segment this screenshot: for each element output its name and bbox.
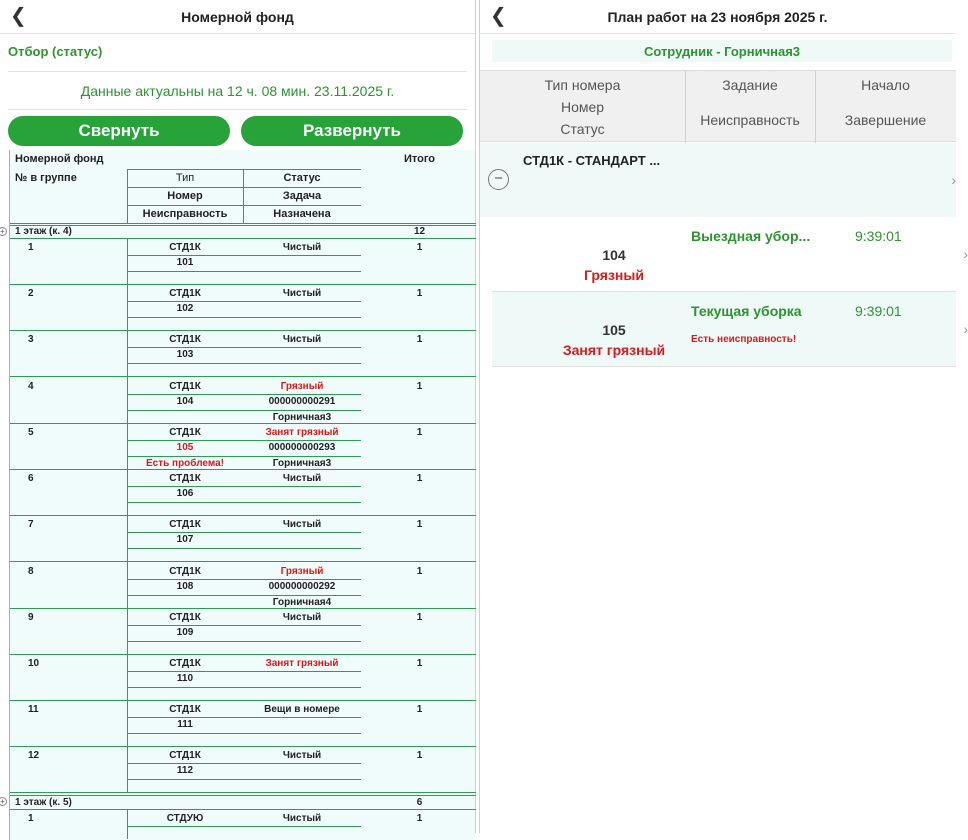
cell-line bbox=[127, 486, 361, 487]
page-title: План работ на 23 ноября 2025 г. bbox=[607, 9, 828, 25]
row-line bbox=[10, 654, 476, 655]
header-divider bbox=[243, 169, 244, 223]
cell-divider bbox=[127, 377, 128, 423]
room-stock-header bbox=[0, 0, 475, 34]
row-line bbox=[10, 561, 476, 562]
row-total: 1 bbox=[416, 813, 423, 824]
cell-divider bbox=[127, 423, 128, 469]
cell-line bbox=[127, 579, 361, 580]
row-status: Грязный bbox=[280, 381, 324, 392]
row-total: 1 bbox=[416, 288, 423, 299]
cell-divider bbox=[127, 700, 128, 746]
room-header: Номер bbox=[560, 99, 605, 115]
row-room[interactable]: 107 bbox=[176, 534, 194, 545]
room-number: 104 bbox=[602, 247, 626, 263]
row-room[interactable]: 106 bbox=[176, 488, 194, 499]
row-status: Занят грязный bbox=[265, 658, 339, 669]
start-time: 9:39:01 bbox=[855, 303, 902, 319]
group-label[interactable]: 1 этаж (к. 4) bbox=[15, 226, 72, 237]
cell-divider bbox=[127, 284, 128, 330]
row-type: СТД1К bbox=[169, 288, 201, 299]
problem-text: Есть неисправность! bbox=[691, 334, 797, 345]
row-room[interactable]: 110 bbox=[176, 673, 194, 684]
row-assigned: Горничная3 bbox=[272, 458, 332, 469]
cell-line bbox=[127, 410, 361, 411]
cell-line bbox=[127, 363, 361, 364]
group-total: 12 bbox=[413, 226, 426, 237]
cell-line bbox=[127, 595, 361, 596]
row-type: СТД1К bbox=[169, 519, 201, 530]
task-name: Текущая уборка bbox=[691, 303, 802, 319]
work-plan-panel bbox=[479, 0, 968, 833]
group-label[interactable]: 1 этаж (к. 5) bbox=[15, 797, 72, 808]
employee-banner bbox=[492, 40, 952, 62]
group-total: 6 bbox=[416, 797, 423, 808]
cell-line bbox=[127, 301, 361, 302]
row-number: 11 bbox=[28, 704, 39, 715]
work-plan-header bbox=[480, 0, 955, 34]
chevron-right-icon[interactable]: › bbox=[963, 246, 968, 262]
row-room[interactable]: 105 bbox=[176, 442, 194, 453]
room-type-group[interactable] bbox=[480, 143, 956, 217]
row-status: Чистый bbox=[282, 334, 322, 345]
cell-divider bbox=[127, 746, 128, 792]
header-bottom-line bbox=[10, 223, 476, 224]
column-header bbox=[480, 70, 956, 142]
cell-divider bbox=[127, 608, 128, 654]
row-task[interactable]: 000000000292 bbox=[268, 581, 336, 592]
room-stock-panel bbox=[0, 0, 476, 833]
cell-line bbox=[127, 733, 361, 734]
row-room[interactable]: 103 bbox=[176, 349, 194, 360]
row-type: СТД1К bbox=[169, 381, 201, 392]
row-room[interactable]: 111 bbox=[177, 719, 193, 730]
row-status: Занят грязный bbox=[265, 427, 339, 438]
row-status: Чистый bbox=[282, 750, 322, 761]
row-line bbox=[10, 608, 476, 609]
row-total: 1 bbox=[416, 334, 423, 345]
row-status: Вещи в номере bbox=[264, 704, 340, 715]
back-chevron-icon[interactable]: ❮ bbox=[10, 5, 27, 27]
type-header: Тип bbox=[175, 172, 195, 184]
cell-line bbox=[127, 641, 361, 642]
row-room[interactable]: 112 bbox=[176, 765, 194, 776]
cell-line bbox=[127, 687, 361, 688]
row-total: 1 bbox=[416, 566, 423, 577]
row-status: Чистый bbox=[282, 813, 322, 824]
row-line bbox=[10, 746, 476, 747]
group-number-header: № в группе bbox=[15, 172, 77, 184]
row-number: 5 bbox=[28, 427, 34, 438]
header-line bbox=[127, 169, 361, 170]
cell-divider bbox=[127, 238, 128, 284]
task-header: Задание bbox=[722, 77, 778, 93]
group-line bbox=[10, 809, 476, 810]
data-timestamp-text: Данные актуальны на 12 ч. 08 мин. 23.11.2025 г. bbox=[80, 83, 395, 99]
divider bbox=[8, 109, 467, 110]
row-status: Чистый bbox=[282, 288, 322, 299]
row-total: 1 bbox=[416, 612, 423, 623]
row-total: 1 bbox=[416, 750, 423, 761]
cell-line bbox=[127, 779, 361, 780]
header-line bbox=[127, 187, 361, 188]
cell-line bbox=[127, 671, 361, 672]
group-title: СТД1К - СТАНДАРТ ... bbox=[523, 153, 661, 168]
row-total: 1 bbox=[416, 427, 423, 438]
minus-circle-icon[interactable]: − bbox=[488, 169, 509, 190]
divider bbox=[8, 71, 467, 72]
page-title: Номерной фонд bbox=[181, 9, 294, 25]
cell-line bbox=[127, 456, 361, 457]
row-number: 1 bbox=[28, 242, 34, 253]
cell-line bbox=[127, 763, 361, 764]
status-filter-link[interactable]: Отбор (статус) bbox=[8, 44, 103, 59]
row-room[interactable]: 109 bbox=[176, 627, 194, 638]
plus-circle-icon[interactable]: + bbox=[0, 797, 7, 806]
row-line bbox=[10, 423, 476, 424]
row-status: Чистый bbox=[282, 519, 322, 530]
row-type: СТД1К bbox=[169, 750, 201, 761]
row-number: 2 bbox=[28, 288, 34, 299]
row-type: СТД1К bbox=[169, 658, 201, 669]
cell-divider bbox=[127, 562, 128, 608]
row-type: СТД1К bbox=[169, 612, 201, 623]
status-header: Статус bbox=[283, 172, 321, 184]
row-number: 10 bbox=[28, 658, 40, 669]
row-assigned: Горничная4 bbox=[272, 597, 332, 608]
header-line bbox=[127, 205, 361, 206]
row-line bbox=[10, 376, 476, 377]
row-room[interactable]: 101 bbox=[176, 257, 194, 268]
group-line bbox=[10, 795, 476, 796]
expand-button[interactable]: Развернуть bbox=[241, 116, 463, 146]
defect-header: Неисправность bbox=[700, 112, 800, 128]
row-task[interactable]: 000000000291 bbox=[268, 396, 336, 407]
cell-divider bbox=[127, 330, 128, 376]
cell-line bbox=[127, 826, 361, 827]
row-number: 7 bbox=[28, 519, 34, 530]
status-header: Статус bbox=[560, 121, 605, 137]
chevron-right-icon[interactable]: › bbox=[951, 172, 956, 188]
task-name: Выездная убор... bbox=[691, 228, 811, 244]
row-room[interactable]: 108 bbox=[176, 581, 194, 592]
row-line bbox=[10, 469, 476, 470]
cell-divider bbox=[127, 469, 128, 515]
total-header: Итого bbox=[403, 153, 436, 165]
cell-divider bbox=[127, 515, 128, 561]
row-status: Чистый bbox=[282, 473, 322, 484]
row-type: СТД1К bbox=[169, 566, 201, 577]
chevron-right-icon[interactable]: › bbox=[963, 321, 968, 337]
row-number: 12 bbox=[28, 750, 40, 761]
row-assigned: Горничная3 bbox=[272, 412, 332, 423]
start-header: Начало bbox=[861, 77, 910, 93]
header-divider bbox=[127, 169, 128, 223]
row-line bbox=[10, 284, 476, 285]
row-type: СТД1К bbox=[169, 334, 201, 345]
cell-line bbox=[127, 317, 361, 318]
row-line bbox=[10, 330, 476, 331]
cell-line bbox=[127, 548, 361, 549]
row-total: 1 bbox=[416, 381, 423, 392]
row-defect: Есть проблема! bbox=[145, 458, 225, 469]
end-header: Завершение bbox=[844, 112, 927, 128]
cell-line bbox=[127, 440, 361, 441]
room-type-header: Тип номера bbox=[544, 77, 621, 93]
row-type: СТД1К bbox=[169, 427, 201, 438]
row-type: СТДУЮ bbox=[166, 813, 204, 824]
row-number: 6 bbox=[28, 473, 34, 484]
room-number: 105 bbox=[602, 322, 626, 338]
table-title: Номерной фонд bbox=[15, 153, 104, 165]
row-total: 1 bbox=[416, 242, 423, 253]
room-status: Грязный bbox=[584, 267, 644, 283]
row-type: СТД1К bbox=[169, 704, 201, 715]
task-row[interactable] bbox=[492, 292, 968, 367]
cell-line bbox=[127, 502, 361, 503]
room-header: Номер bbox=[167, 190, 203, 202]
start-time: 9:39:01 bbox=[855, 228, 902, 244]
room-status: Занят грязный bbox=[562, 342, 666, 358]
row-room[interactable]: 104 bbox=[176, 396, 194, 407]
plus-circle-icon[interactable]: + bbox=[0, 227, 7, 236]
row-status: Чистый bbox=[282, 612, 322, 623]
row-task[interactable]: 000000000293 bbox=[268, 442, 336, 453]
row-status: Грязный bbox=[280, 566, 324, 577]
task-row[interactable] bbox=[492, 217, 968, 292]
employee-name: Сотрудник - Горничная3 bbox=[643, 44, 801, 59]
cell-line bbox=[127, 532, 361, 533]
row-total: 1 bbox=[416, 704, 423, 715]
row-number: 1 bbox=[28, 813, 34, 824]
back-chevron-icon[interactable]: ❮ bbox=[490, 5, 507, 27]
cell-line bbox=[127, 271, 361, 272]
row-total: 1 bbox=[416, 473, 423, 484]
task-header: Задача bbox=[282, 190, 322, 202]
cell-line bbox=[127, 255, 361, 256]
row-room[interactable]: 102 bbox=[176, 303, 194, 314]
row-number: 8 bbox=[28, 566, 34, 577]
row-line bbox=[10, 700, 476, 701]
row-line bbox=[10, 515, 476, 516]
row-type: СТД1К bbox=[169, 473, 201, 484]
cell-line bbox=[127, 394, 361, 395]
group-line bbox=[10, 238, 476, 239]
collapse-button[interactable]: Свернуть bbox=[8, 116, 230, 146]
row-number: 4 bbox=[28, 381, 34, 392]
row-line bbox=[10, 792, 476, 793]
room-stock-table bbox=[0, 150, 475, 840]
row-type: СТД1К bbox=[169, 242, 201, 253]
cell-divider bbox=[127, 809, 128, 839]
row-status: Чистый bbox=[282, 242, 322, 253]
cell-divider bbox=[127, 654, 128, 700]
cell-line bbox=[127, 625, 361, 626]
defect-header: Неисправность bbox=[142, 208, 228, 220]
row-total: 1 bbox=[416, 519, 423, 530]
assigned-header: Назначена bbox=[273, 208, 331, 220]
cell-line bbox=[127, 347, 361, 348]
row-number: 9 bbox=[28, 612, 34, 623]
row-total: 1 bbox=[416, 658, 423, 669]
cell-line bbox=[127, 717, 361, 718]
row-number: 3 bbox=[28, 334, 34, 345]
